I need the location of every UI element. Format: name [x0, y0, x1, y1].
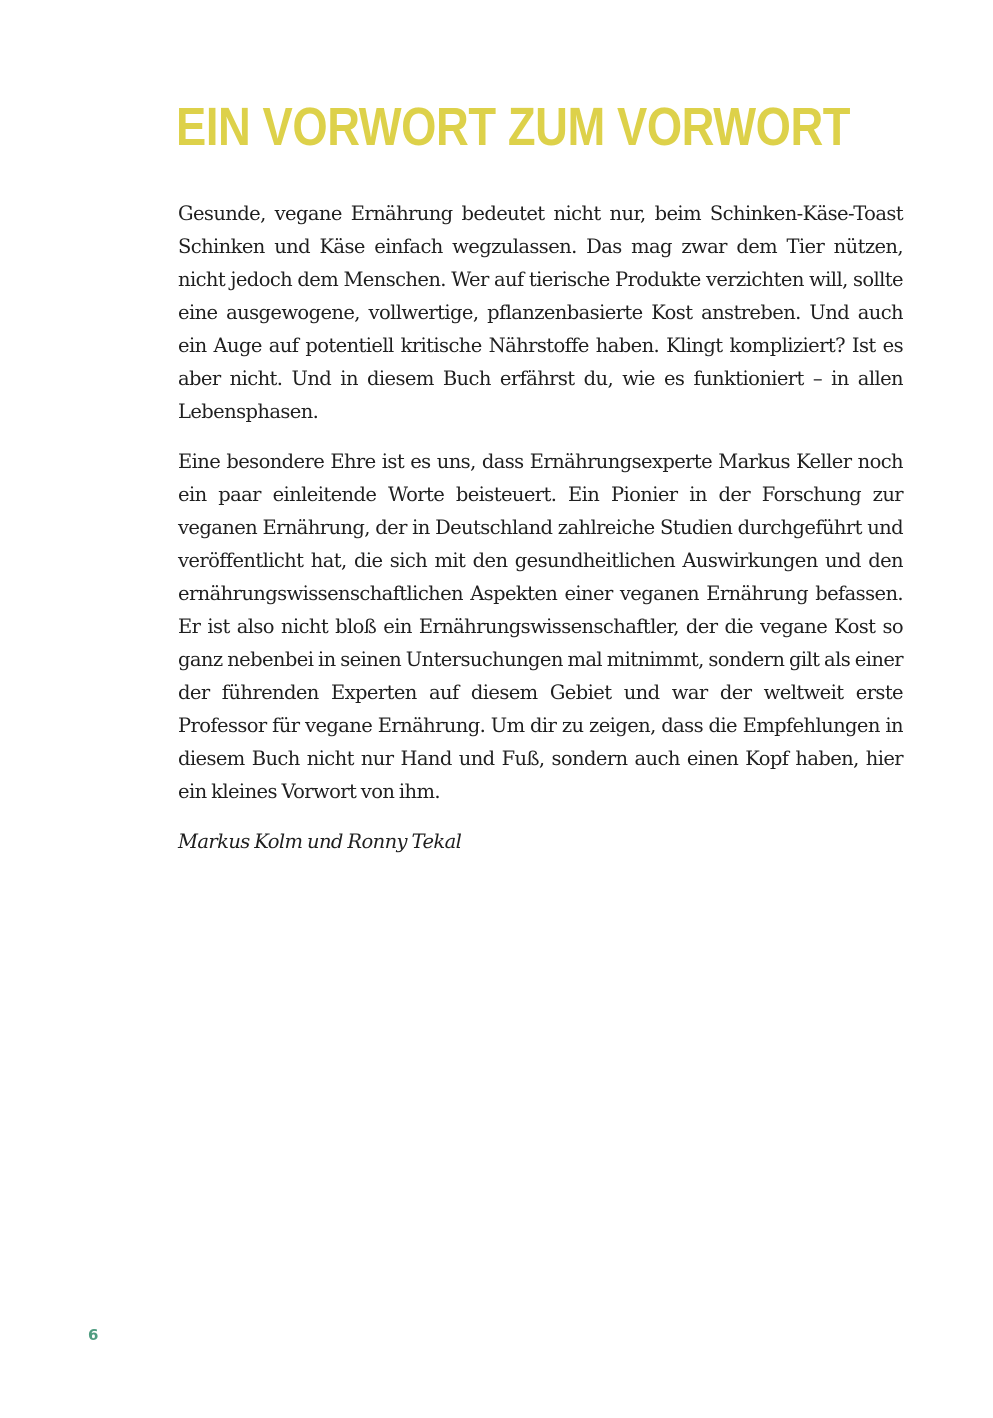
paragraph-2: Eine besondere Ehre ist es uns, dass Ernährungsexperte Markus Keller noch ein paar einleitende Worte beisteuert. Ein Pionier in der Forschung zur veganen Ernährung, der in Deutschland zahlreiche Studien durchgeführt und veröffentlicht hat, die sich mit den gesundheitlichen Auswirkungen und den ernährungswissenschaftlichen Aspekten einer veganen Ernährung befassen. Er ist also nicht bloß ein Ernährungswissenschaftler, der die vegane Kost so ganz nebenbei in seinen Untersuchungen mal mitnimmt, sondern gilt als einer der führenden Experten auf diesem Gebiet und war der weltweit erste Professor für vegane Ernährung. Um dir zu zeigen, dass die Empfehlungen in diesem Buch nicht nur Hand und Fuß, sondern auch einen Kopf haben, hier ein kleines Vorwort von ihm. — [178, 450, 903, 803]
page-title: EIN VORWORT ZUM VORWORT — [176, 97, 851, 157]
paragraph-1: Gesunde, vegane Ernährung bedeutet nicht nur, beim Schinken-Käse-Toast Schinken und Käse einfach wegzulassen. Das mag zwar dem Tier nützen, nicht jedoch dem Menschen. Wer auf tierische Produkte verzichten will, sollte eine ausgewogene, vollwertige, pflanzenbasierte Kost anstreben. Und auch ein Auge auf potentiell kritische Nährstoffe haben. Klingt kompliziert? Ist es aber nicht. Und in diesem Buch erfährst du, wie es funktioniert – in allen Lebensphasen. — [178, 202, 903, 423]
author-signature: Markus Kolm und Ronny Tekal — [178, 830, 462, 853]
body-text — [178, 197, 903, 875]
page-number: 6 — [88, 1326, 99, 1344]
